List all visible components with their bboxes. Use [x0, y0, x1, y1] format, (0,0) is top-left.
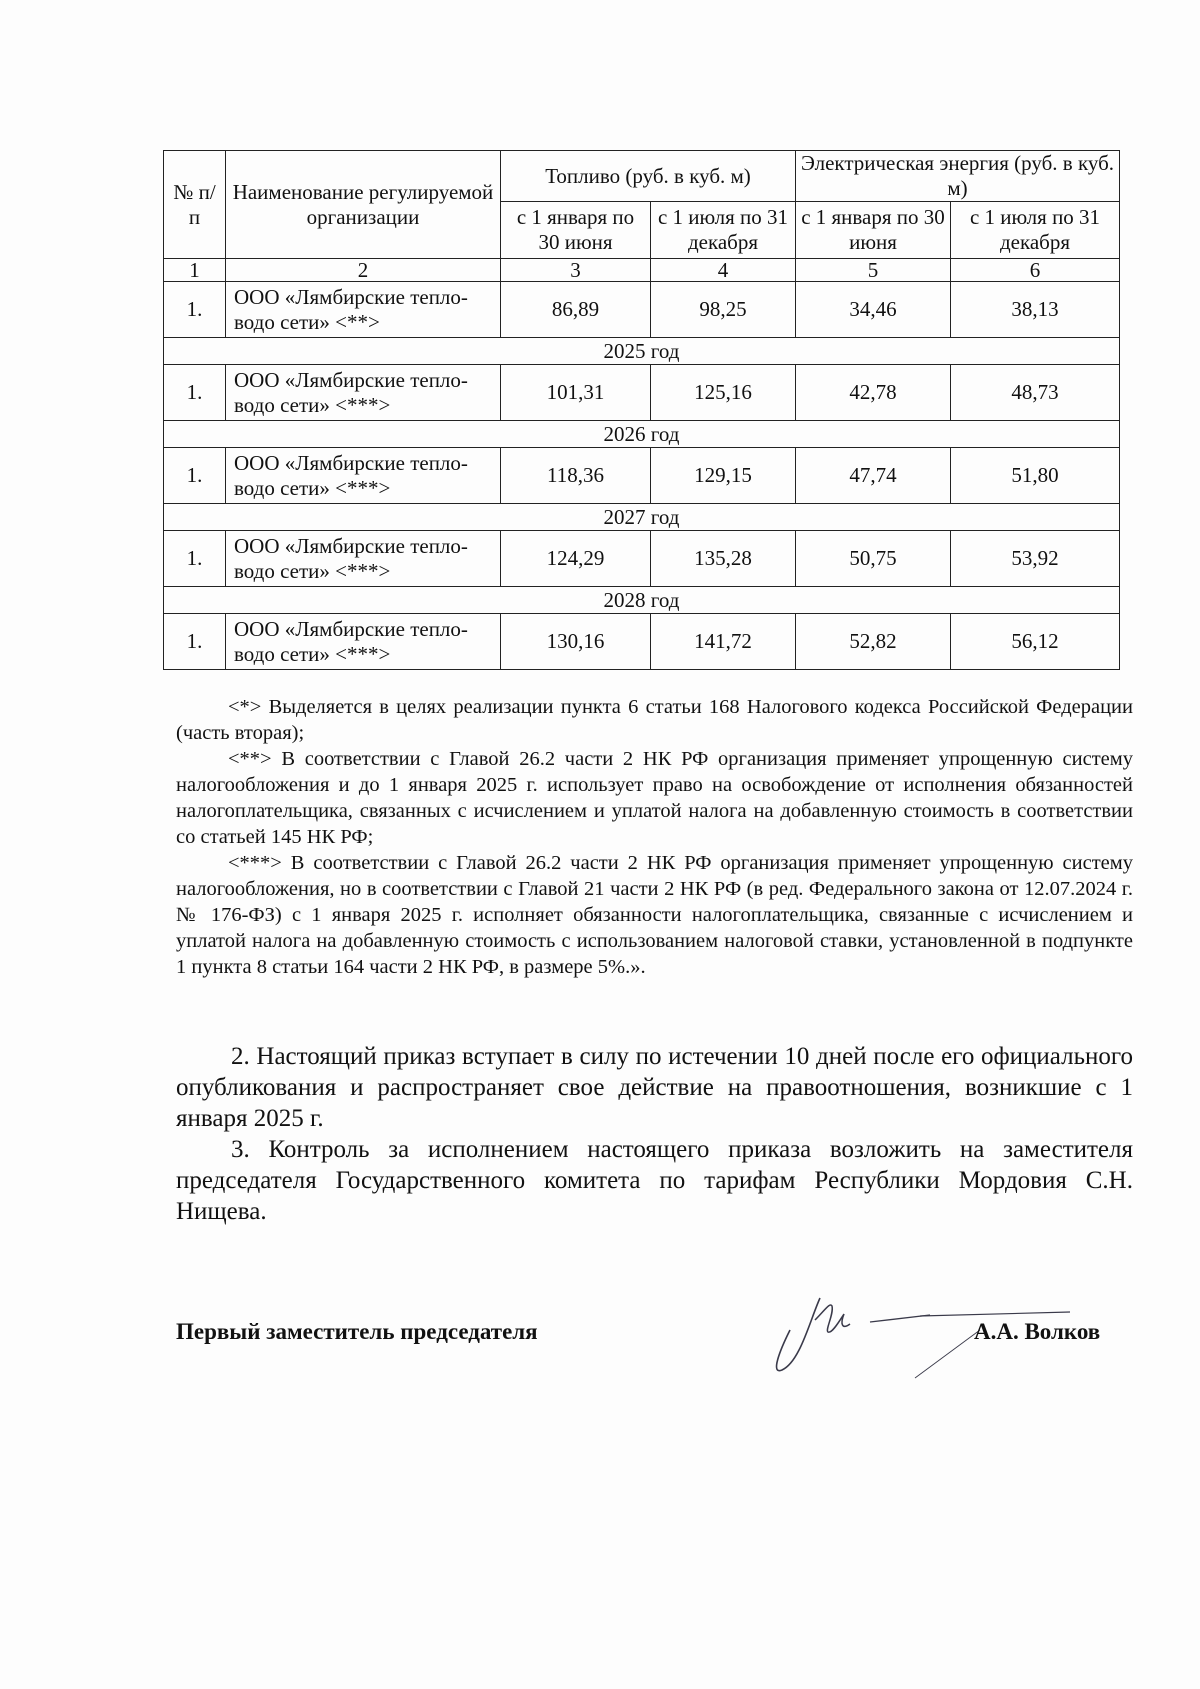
- row-fuel-h2: 129,15: [651, 448, 796, 504]
- row-org: ООО «Лямбирские тепло-водо сети» <***>: [226, 448, 501, 504]
- index-cell: 4: [651, 259, 796, 282]
- row-power-h2: 38,13: [951, 282, 1120, 338]
- row-fuel-h1: 130,16: [501, 614, 651, 670]
- row-org: ООО «Лямбирские тепло-водо сети» <***>: [226, 365, 501, 421]
- year-label: 2027 год: [164, 504, 1120, 531]
- row-power-h1: 47,74: [796, 448, 951, 504]
- row-power-h1: 52,82: [796, 614, 951, 670]
- header-period-4: с 1 июля по 31 декабря: [951, 202, 1120, 259]
- header-period-3: с 1 января по 30 июня: [796, 202, 951, 259]
- row-power-h2: 53,92: [951, 531, 1120, 587]
- row-fuel-h2: 141,72: [651, 614, 796, 670]
- row-org: ООО «Лямбирские тепло-водо сети» <***>: [226, 531, 501, 587]
- footnote-3: <***> В соответствии с Главой 26.2 части 2 НК РФ организация применяет упрощенную систему налогообложения, но в соответствии с Главой 21 части 2 НК РФ (в ред. Федерального закона от 12.07.2024 г. № 176-ФЗ) с 1 января 2025 г. исполняет обязанности налогоплательщика, связанные с исчислением и уплатой налога на добавленную стоимость с использованием налоговой ставки, установленной в подпункте 1 пункта 8 статьи 164 части 2 НК РФ, в размере 5%.».: [176, 852, 1133, 978]
- year-label: 2028 год: [164, 587, 1120, 614]
- row-num: 1.: [164, 282, 226, 338]
- order-body: [176, 1041, 1133, 1227]
- index-cell: 5: [796, 259, 951, 282]
- footnote-2: <**> В соответствии с Главой 26.2 части 2 НК РФ организация применяет упрощенную систему налогообложения и до 1 января 2025 г. использует право на освобождение от исполнения обязанностей налогоплательщика, связанных с исчислением и уплатой налога на добавленную стоимость в соответствии со статьей 145 НК РФ;: [176, 748, 1133, 848]
- row-fuel-h2: 98,25: [651, 282, 796, 338]
- order-paragraph-2: 2. Настоящий приказ вступает в силу по истечении 10 дней после его официального опубликования и распространяет свое действие на правоотношения, возникшие с 1 января 2025 г.: [176, 1043, 1133, 1132]
- footnotes: [176, 694, 1133, 980]
- signatory-name: А.А. Волков: [974, 1319, 1101, 1344]
- row-power-h2: 51,80: [951, 448, 1120, 504]
- table-row: [164, 365, 1120, 421]
- row-power-h1: 42,78: [796, 365, 951, 421]
- table-index-row: [164, 259, 1120, 282]
- row-power-h1: 50,75: [796, 531, 951, 587]
- year-row: [164, 587, 1120, 614]
- row-fuel-h1: 86,89: [501, 282, 651, 338]
- year-row: [164, 504, 1120, 531]
- index-cell: 3: [501, 259, 651, 282]
- table-header-row: [164, 151, 1120, 202]
- row-org: ООО «Лямбирские тепло-водо сети» <***>: [226, 614, 501, 670]
- row-fuel-h1: 118,36: [501, 448, 651, 504]
- year-row: [164, 338, 1120, 365]
- index-cell: 1: [164, 259, 226, 282]
- row-fuel-h1: 101,31: [501, 365, 651, 421]
- row-power-h2: 48,73: [951, 365, 1120, 421]
- row-fuel-h2: 125,16: [651, 365, 796, 421]
- year-row: [164, 421, 1120, 448]
- footnote-1: <*> Выделяется в целях реализации пункта 6 статьи 168 Налогового кодекса Российской Федерации (часть вторая);: [176, 696, 1133, 744]
- year-label: 2025 год: [164, 338, 1120, 365]
- table-row: [164, 531, 1120, 587]
- row-fuel-h2: 135,28: [651, 531, 796, 587]
- row-power-h1: 34,46: [796, 282, 951, 338]
- header-fuel: Топливо (руб. в куб. м): [501, 151, 796, 202]
- index-cell: 6: [951, 259, 1120, 282]
- index-cell: 2: [226, 259, 501, 282]
- header-period-2: с 1 июля по 31 декабря: [651, 202, 796, 259]
- year-label: 2026 год: [164, 421, 1120, 448]
- signatory-title: Первый заместитель председателя: [176, 1319, 538, 1344]
- row-power-h2: 56,12: [951, 614, 1120, 670]
- table-row: [164, 614, 1120, 670]
- table-row: [164, 448, 1120, 504]
- row-num: 1.: [164, 531, 226, 587]
- row-num: 1.: [164, 365, 226, 421]
- header-org: Наименование регулируемой организации: [226, 151, 501, 259]
- header-num: № п/п: [164, 151, 226, 259]
- header-power: Электрическая энергия (руб. в куб. м): [796, 151, 1120, 202]
- row-num: 1.: [164, 614, 226, 670]
- table-row: [164, 282, 1120, 338]
- tariff-table: [163, 150, 1120, 670]
- order-paragraph-3: 3. Контроль за исполнением настоящего приказа возложить на заместителя председателя Государственного комитета по тарифам Республики Мордовия С.Н. Нищева.: [176, 1136, 1133, 1225]
- header-period-1: с 1 января по 30 июня: [501, 202, 651, 259]
- row-org: ООО «Лямбирские тепло-водо сети» <**>: [226, 282, 501, 338]
- row-num: 1.: [164, 448, 226, 504]
- row-fuel-h1: 124,29: [501, 531, 651, 587]
